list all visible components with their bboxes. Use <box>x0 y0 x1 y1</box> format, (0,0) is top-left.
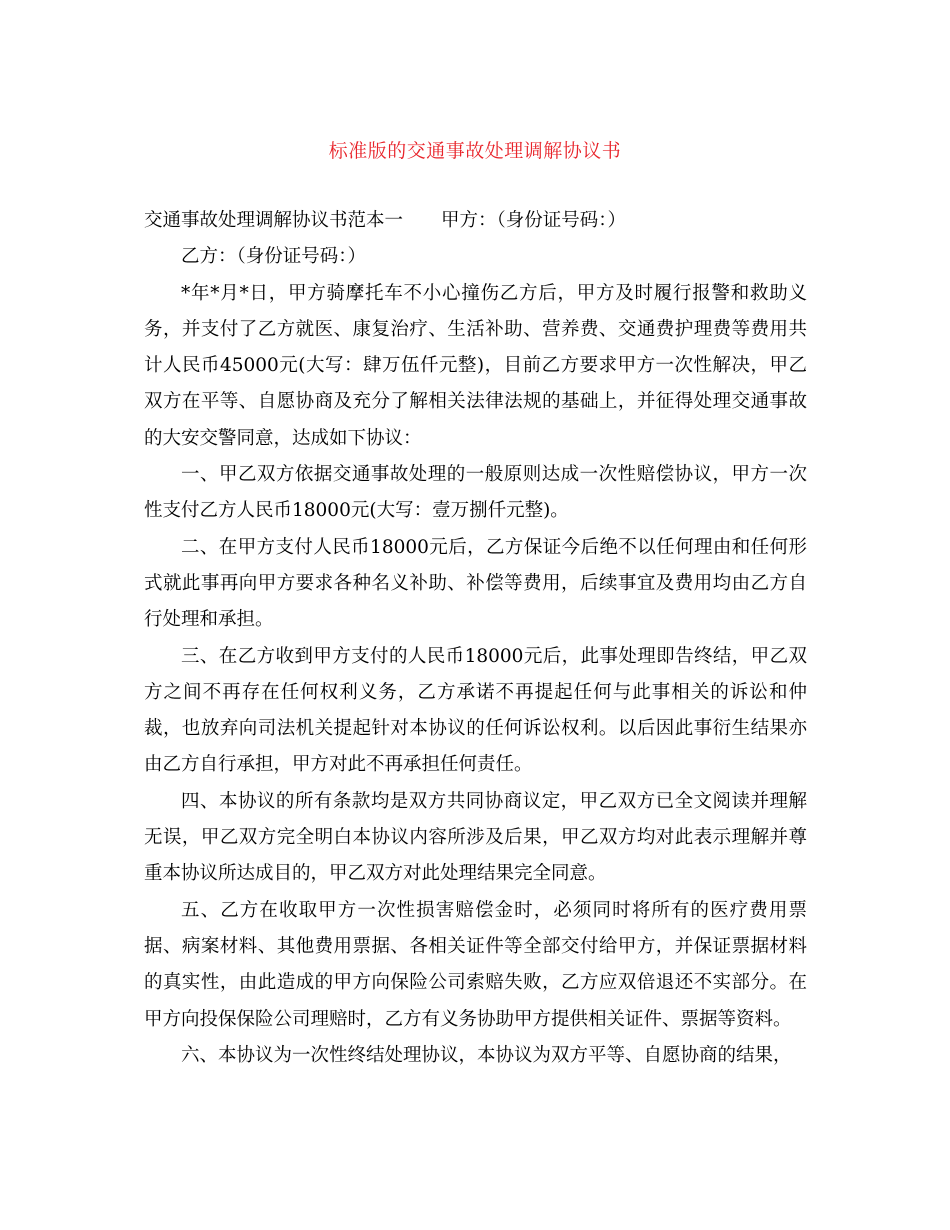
clause-5: 五、乙方在收取甲方一次性损害赔偿金时，必须同时将所有的医疗费用票据、病案材料、其他费用票据、各相关证件等全部交付给甲方，并保证票据材料的真实性，由此造成的甲方向保险公司索赔失败，乙方应双倍退还不实部分。在甲方向投保保险公司理赔时，乙方有义务协助甲方提供相关证件、票据等资料。 <box>144 899 807 1030</box>
agreement-heading: 交通事故处理调解协议书范本一 <box>144 210 404 231</box>
party-a-line: 甲方：（身份证号码：） <box>441 210 627 231</box>
clause-3: 三、在乙方收到甲方支付的人民币18000元后，此事处理即告终结，甲乙双方之间不再存在任何权利义务，乙方承诺不再提起任何与此事相关的诉讼和仲裁，也放弃向司法机关提起针对本协议的任何诉讼权利。以后因此事衍生结果亦由乙方自行承担，甲方对此不再承担任何责任。 <box>144 645 807 776</box>
clause-4: 四、本协议的所有条款均是双方共同协商议定，甲乙双方已全文阅读并理解无误，甲乙双方完全明白本协议内容所涉及后果，甲乙双方均对此表示理解并尊重本协议所达成目的，甲乙双方对此处理结果完全同意。 <box>144 790 807 885</box>
document-title: 标准版的交通事故处理调解协议书 <box>328 140 622 162</box>
heading-line <box>144 203 807 239</box>
document-body <box>144 203 807 1074</box>
clause-6: 六、本协议为一次性终结处理协议，本协议为双方平等、自愿协商的结果， <box>181 1044 792 1066</box>
party-b-line: 乙方：（身份证号码：） <box>181 246 367 268</box>
clause-2: 二、在甲方支付人民币18000元后，乙方保证今后绝不以任何理由和任何形式就此事再向甲方要求各种名义补助、补偿等费用，后续事宜及费用均由乙方自行处理和承担。 <box>144 536 807 631</box>
paragraph-intro: *年*月*日，甲方骑摩托车不小心撞伤乙方后，甲方及时履行报警和救助义务，并支付了乙方就医、康复治疗、生活补助、营养费、交通费护理费等费用共计人民币45000元(大写：肆万伍仟元整)，目前乙方要求甲方一次性解决，甲乙双方在平等、自愿协商及充分了解相关法律法规的基础上，并征得处理交通事故的大安交警同意，达成如下协议： <box>144 282 807 449</box>
clause-1: 一、甲乙双方依据交通事故处理的一般原则达成一次性赔偿协议，甲方一次性支付乙方人民币18000元(大写：壹万捌仟元整)。 <box>144 464 807 522</box>
